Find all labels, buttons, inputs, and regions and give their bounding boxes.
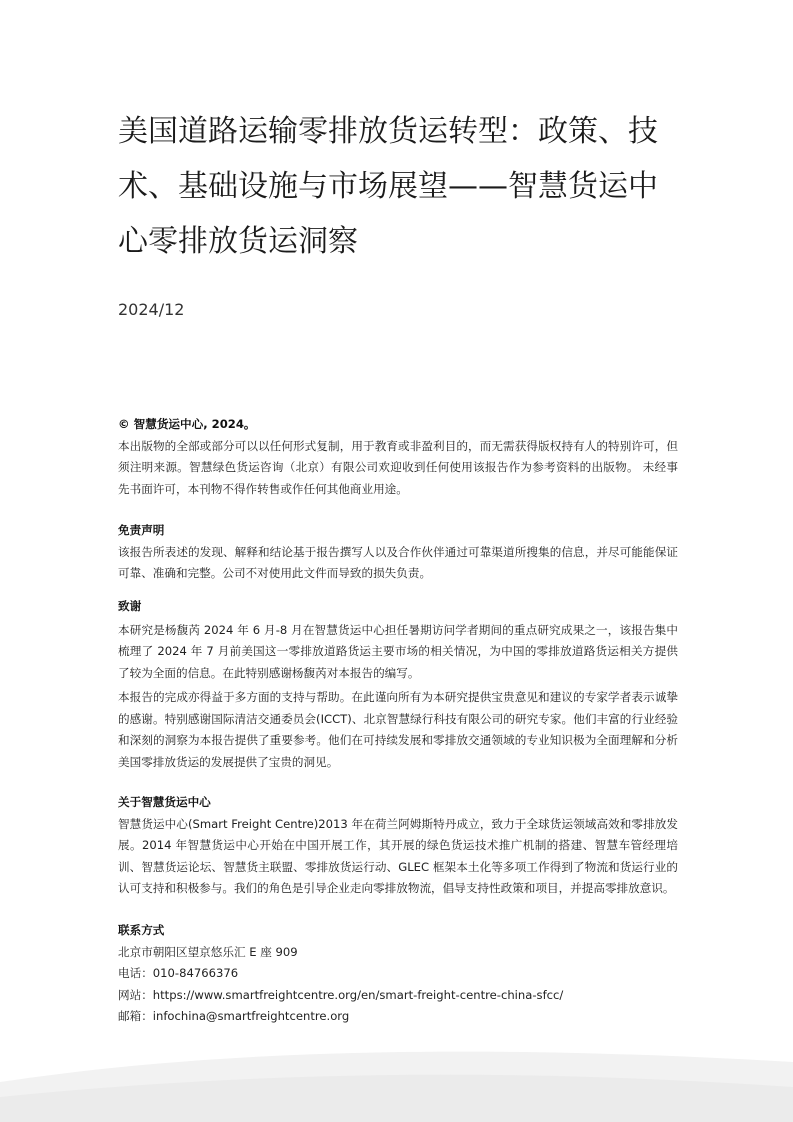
contact-website[interactable]: 网站：https://www.smartfreightcentre.org/en/smart-freight-centre-china-sfcc/ [118, 987, 564, 1002]
acknowledgement-paragraph: 本报告的完成亦得益于多方面的支持与帮助。在此谨向所有为本研究提供宝贵意见和建议的专家学者表示诚挚的感谢。特别感谢国际清洁交通委员会(ICCT)、北京智慧绿行科技有限公司的研究专家。他们丰富的行业经验和深刻的洞察为本报告提供了重要参考。他们在可持续发展和零排放交通领域的专业知识极为全面理解和分析美国零排放货运的发展提供了宝贵的洞见。 [118, 690, 678, 769]
copyright-heading: © 智慧货运中心, 2024。 [118, 417, 256, 431]
contact-heading: 联系方式 [118, 923, 165, 937]
contact-section [118, 920, 678, 1028]
acknowledgement-section [118, 596, 678, 776]
publication-date: 2024/12 [118, 300, 185, 319]
disclaimer-heading: 免责声明 [118, 523, 165, 537]
copyright-section [118, 414, 678, 503]
disclaimer-text: 该报告所表述的发现、解释和结论基于报告撰写人以及合作伙伴通过可靠渠道所搜集的信息，并尽可能能保证可靠、准确和完整。公司不对使用此文件而导致的损失负责。 [118, 544, 678, 580]
contact-phone: 电话：010-84766376 [118, 966, 239, 980]
disclaimer-section [118, 520, 678, 588]
copyright-text: 本出版物的全部或部分可以以任何形式复制，用于教育或非盈利目的，而无需获得版权持有人的特别许可，但须注明来源。智慧绿色货运咨询（北京）有限公司欢迎收到任何使用该报告作为参考资料的出版物。 未经事先书面许可，本刊物不得作转售或作任何其他商业用途。 [118, 438, 678, 496]
acknowledgement-paragraph: 本研究是杨馥芮 2024 年 6 月-8 月在智慧货运中心担任暑期访问学者期间的重点研究成果之一，该报告集中梳理了 2024 年 7 月前美国这一零排放道路货运主要市场的相关情况，为中国的零排放道路货运相关方提供了较为全面的信息。在此特别感谢杨馥芮对本报告的编写。 [118, 622, 678, 680]
about-heading: 关于智慧货运中心 [118, 795, 211, 809]
acknowledgement-heading: 致谢 [118, 599, 142, 613]
about-text: 智慧货运中心(Smart Freight Centre)2013 年在荷兰阿姆斯特丹成立，致力于全球货运领域高效和零排放发展。2014 年智慧货运中心开始在中国开展工作，其开展的绿色货运技术推广机制的搭建、智慧车管经理培训、智慧货运论坛、智慧货主联盟、零排放货运行动、GLEC 框架本土化等多项工作得到了物流和货运行业的认可支持和积极参与。我们的角色是引导企业走向零排放物流，倡导支持性政策和项目，并提高零排放意识。 [118, 816, 678, 895]
document-title: 美国道路运输零排放货运转型：政策、技术、基础设施与市场展望——智慧货运中心零排放货运洞察 [118, 114, 658, 259]
footer-wave-decoration [0, 1042, 793, 1122]
contact-address: 北京市朝阳区望京悠乐汇 E 座 909 [118, 944, 298, 959]
contact-email[interactable]: 邮箱：infochina@smartfreightcentre.org [118, 1009, 350, 1023]
about-section [118, 792, 678, 903]
